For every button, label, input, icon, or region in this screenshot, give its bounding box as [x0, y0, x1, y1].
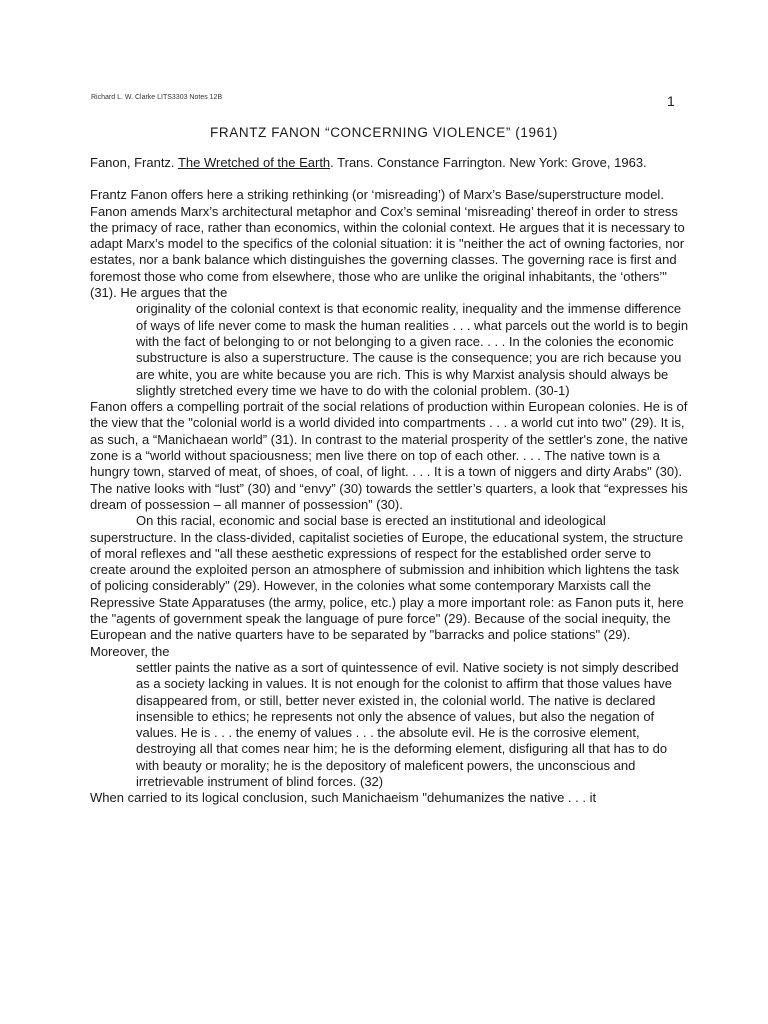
citation-book-title: The Wretched of the Earth [177, 155, 331, 170]
running-head: Richard L. W. Clarke LITS3303 Notes 12B [91, 94, 223, 101]
document-title: FRANTZ FANON “CONCERNING VIOLENCE” (1961) [210, 125, 558, 140]
block-quote-originality: originality of the colonial context is that economic reality, inequality and the immense difference of ways of life never come to mask the human realities . . . what parcels out the world is to begin with the fact of belonging to or not belonging to a given race. . . . In the colonies the economic substructure is also a superstructure. The cause is the consequence; you are rich because you are white, you are white because you are rich. This is why Marxist analysis should always be slightly stretched every time we have to do with the colonial problem. (30-1) [136, 301, 689, 398]
citation-publication: . Trans. Constance Farrington. New York: Grove, 1963. [330, 155, 647, 170]
document-body [90, 155, 690, 807]
paragraph-intro: Frantz Fanon offers here a striking rethinking (or ‘misreading’) of Marx’s Base/superstructure model. Fanon amends Marx’s architectural metaphor and Cox’s seminal ‘misreading’ thereof in order to stress the primacy of race, rather than economics, within the colonial context. He argues that it is necessary to adapt Marx’s model to the specifics of the colonial situation: it is "neither the act of owning factories, nor estates, nor a bank balance which distinguishes the governing classes. The governing race is first and foremost those who come from elsewhere, those who are unlike the original inhabitants, the ‘others’" (31). He argues that the [90, 187, 685, 301]
bibliographic-citation [90, 155, 690, 171]
paragraph-manichaeism: When carried to its logical conclusion, such Manichaeism "dehumanizes the native . . . it [90, 790, 597, 806]
citation-author: Fanon, Frantz. [90, 155, 175, 170]
paragraph-superstructure: On this racial, economic and social base is erected an institutional and ideological superstructure. In the class-divided, capitalist societies of Europe, the educational system, the structure of moral reflexes and "all these aesthetic expressions of respect for the established order serve to create around the exploited person an atmosphere of submission and inhibition which lightens the task of policing considerably" (29). However, in the colonies what some contemporary Marxists call the Repressive State Apparatuses (the army, police, etc.) play a more important role: as Fanon puts it, here the "agents of government speak the language of pure force" (29). Because of the social inequity, the European and the native quarters have to be separated by "barracks and police stations" (29). Moreover, the [90, 513, 684, 659]
block-quote-settler: settler paints the native as a sort of quintessence of evil. Native society is not simply described as a society lacking in values. It is not enough for the colonist to affirm that those values have disappeared from, or still, better never existed in, the colonial world. The native is declared insensible to ethics; he represents not only the absence of values, but also the negation of values. He is . . . the enemy of values . . . the absolute evil. He is the corrosive element, destroying all that comes near him; he is the deforming element, disfiguring all that has to do with beauty or morality; he is the depository of maleficent powers, the unconscious and irretrievable instrument of blind forces. (32) [136, 659, 679, 789]
page-number: 1 [667, 93, 675, 109]
paragraph-social-relations: Fanon offers a compelling portrait of the social relations of production within European colonies. He is of the view that the "colonial world is a world divided into compartments . . . a world cut into two" (29). It is, as such, a “Manichaean world” (31). In contrast to the material prosperity of the settler's zone, the native zone is a “world without spaciousness; men live there on top of each other. . . . The native town is a hungry town, starved of meat, of shoes, of coal, of light. . . . It is a town of niggers and dirty Arabs" (30). The native looks with “lust” (30) and “envy” (30) towards the settler’s quarters, a look that “expresses his dream of possession – all manner of possession” (30). [90, 399, 688, 512]
